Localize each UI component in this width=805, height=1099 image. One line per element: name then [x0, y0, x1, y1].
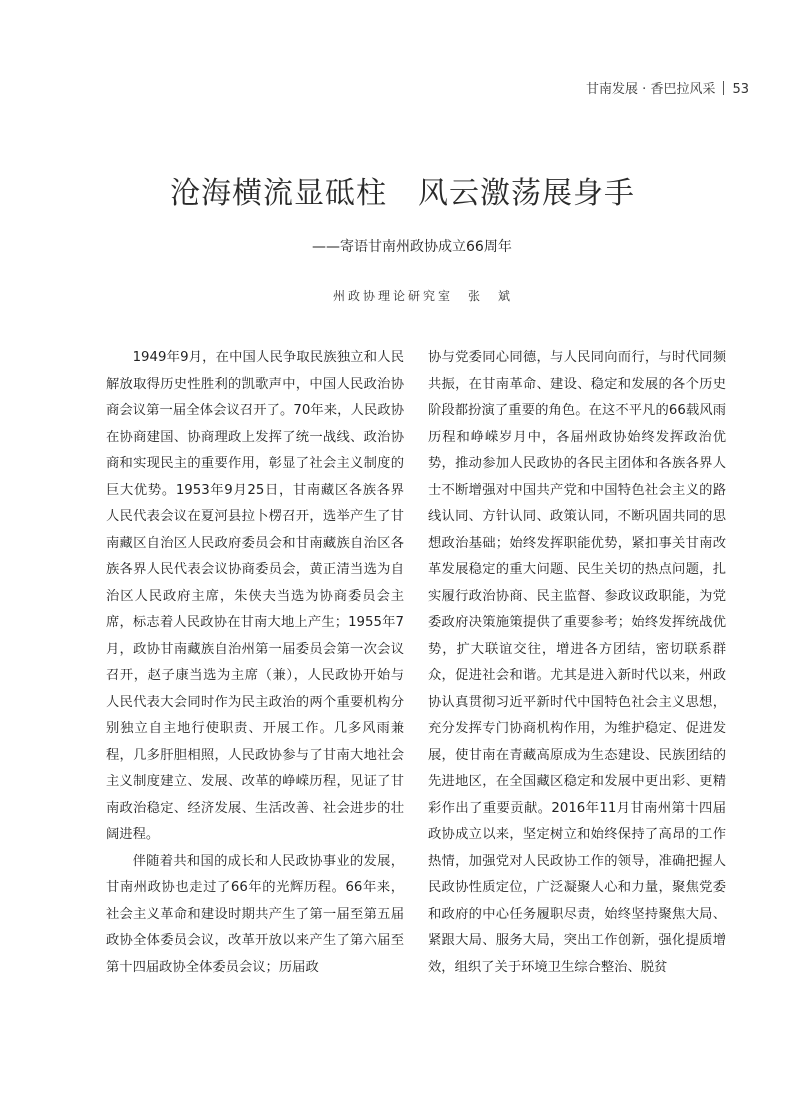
running-head-section: 甘南发展 · 香巴拉风采 [586, 82, 716, 97]
running-head-divider [723, 81, 724, 95]
page-number: 53 [732, 82, 749, 97]
article-byline: 州政协理论研究室 张 斌 [333, 289, 514, 303]
body-column-left [106, 345, 404, 981]
body-column-right [428, 345, 726, 981]
body-paragraph-continued: 协与党委同心同德，与人民同向而行，与时代同频共振，在甘南革命、建设、稳定和发展的各个历史阶段都扮演了重要的角色。在这不平凡的66载风雨历程和峥嵘岁月中，各届州政协始终发挥政治优势，推动参加人民政协的各民主团体和各族各界人士不断增强对中国共产党和中国特色社会主义的路线认同、方针认同、政策认同，不断巩固共同的思想政治基础；始终发挥职能优势，紧扣事关甘南改革发展稳定的重大问题、民生关切的热点问题，扎实履行政治协商、民主监督、参政议政职能，为党委政府决策施策提供了重要参考；始终发挥统战优势，扩大联谊交往，增进各方团结，密切联系群众，促进社会和谐。尤其是进入新时代以来，州政协认真贯彻习近平新时代中国特色社会主义思想，充分发挥专门协商机构作用，为维护稳定、促进发展，使甘南在青藏高原成为生态建设、民族团结的先进地区，在全国藏区稳定和发展中更出彩、更精彩作出了重要贡献。2016年11月甘南州第十四届政协成立以来，坚定树立和始终保持了高昂的工作热情，加强党对人民政协工作的领导，准确把握人民政协性质定位，广泛凝聚人心和力量，聚焦党委和政府的中心任务履职尽责，始终坚持聚焦大局、紧跟大局、服务大局，突出工作创新，强化提质增效，组织了关于环境卫生综合整治、脱贫 [428, 350, 726, 975]
body-paragraph: 1949年9月，在中国人民争取民族独立和人民解放取得历史性胜利的凯歌声中，中国人民政治协商会议第一届全体会议召开了。70年来，人民政协在协商建国、协商理政上发挥了统一战线、政治协商和实现民主的重要作用，彰显了社会主义制度的巨大优势。1953年9月25日，甘南藏区各族各界人民代表会议在夏河县拉卜楞召开，选举产生了甘南藏区自治区人民政府委员会和甘南藏族自治区各族各界人民代表会议协商委员会，黄正清当选为自治区人民政府主席，朱侠夫当选为协商委员会主席，标志着人民政协在甘南大地上产生；1955年7月，政协甘南藏族自治州第一届委员会第一次会议召开，赵子康当选为主席（兼），人民政协开始与人民代表大会同时作为民主政治的两个重要机构分别独立自主地行使职责、开展工作。几多风雨兼程，几多肝胆相照，人民政协参与了甘南大地社会主义制度建立、发展、改革的峥嵘历程，见证了甘南政治稳定、经济发展、生活改善、社会进步的壮阔进程。 [106, 350, 404, 842]
article-subtitle: ——寄语甘南州政协成立66周年 [312, 239, 512, 255]
body-paragraph: 伴随着共和国的成长和人民政协事业的发展，甘南州政协也走过了66年的光辉历程。66年来，社会主义革命和建设时期共产生了第一届至第五届政协全体委员会议，改革开放以来产生了第六届至第十四届政协全体委员会议；历届政 [106, 853, 404, 975]
article-title: 沧海横流显砥柱 风云激荡展身手 [170, 176, 635, 211]
running-head [586, 78, 749, 97]
